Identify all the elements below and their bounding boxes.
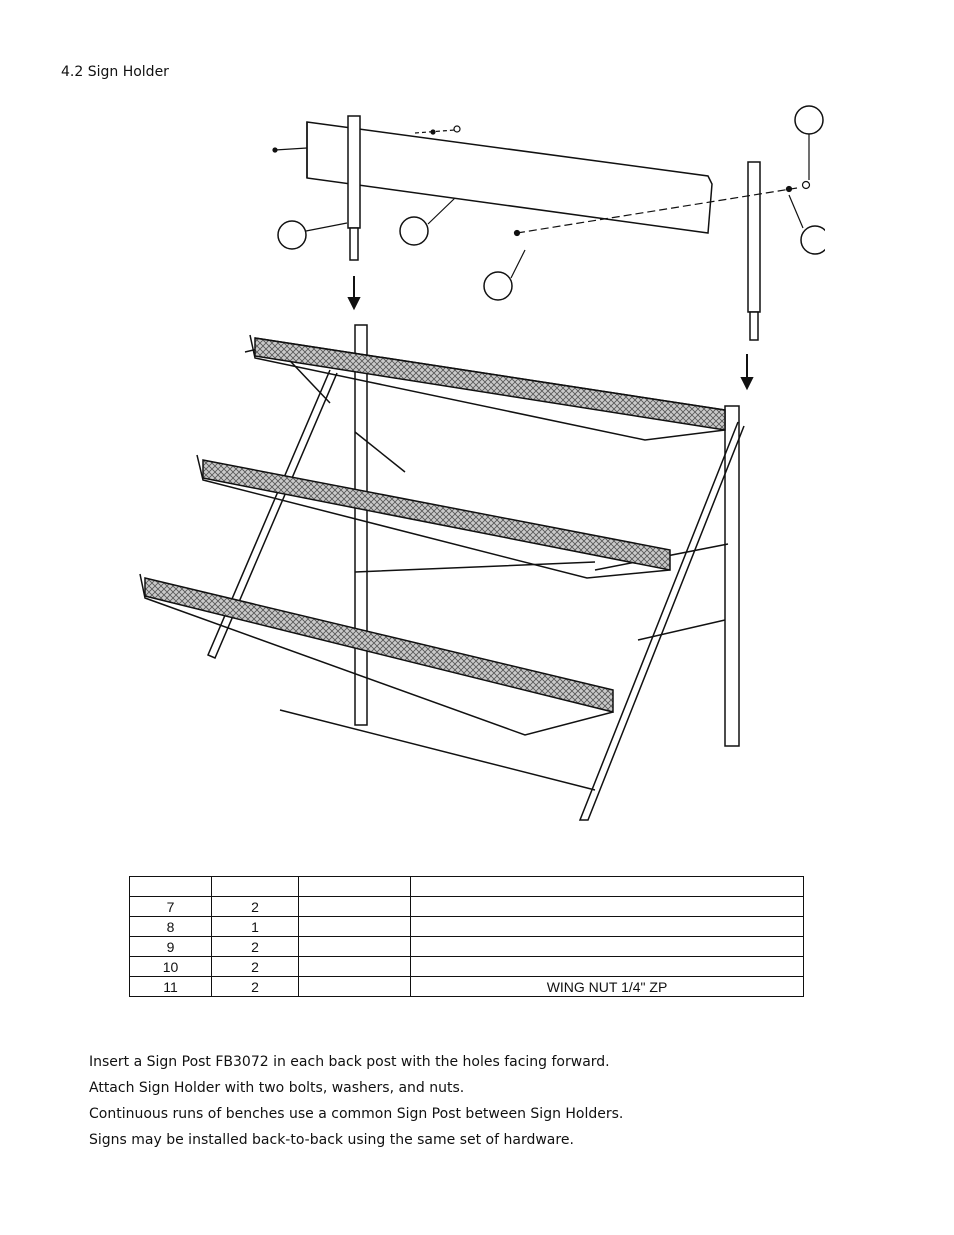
table-row: [130, 977, 804, 997]
item-cell: 7: [130, 897, 212, 917]
parts-table: [129, 876, 804, 997]
instruction-line: Continuous runs of benches use a common Sign Post between Sign Holders.: [89, 1106, 624, 1122]
description-cell: WING NUT 1/4" ZP: [411, 977, 804, 997]
instructions: [89, 1054, 623, 1158]
header-cell: [130, 877, 212, 897]
header-cell: [212, 877, 299, 897]
part-cell: [299, 937, 411, 957]
table-row: [130, 957, 804, 977]
instruction-line: Signs may be installed back-to-back using the same set of hardware.: [89, 1132, 574, 1148]
parts-table-header: [130, 877, 804, 897]
sign-board: [307, 122, 712, 233]
qty-cell: 2: [212, 977, 299, 997]
part-cell: [299, 977, 411, 997]
table-row: [130, 897, 804, 917]
item-cell: 9: [130, 937, 212, 957]
shelf-bottom: [140, 574, 613, 735]
sign-post-left: [348, 116, 360, 260]
section-title: 4.2 Sign Holder: [61, 64, 169, 80]
qty-cell: 2: [212, 957, 299, 977]
table-row: [130, 937, 804, 957]
table-row: [130, 917, 804, 937]
item-cell: 11: [130, 977, 212, 997]
part-cell: [299, 897, 411, 917]
description-cell: [411, 937, 804, 957]
description-cell: [411, 917, 804, 937]
qty-cell: 2: [212, 897, 299, 917]
instruction-line: Insert a Sign Post FB3072 in each back post with the holes facing forward.: [89, 1054, 610, 1070]
header-cell: [411, 877, 804, 897]
bench-frame: [208, 325, 744, 820]
sign-post-right: [748, 162, 760, 340]
part-cell: [299, 917, 411, 937]
description-cell: [411, 897, 804, 917]
qty-cell: 1: [212, 917, 299, 937]
qty-cell: 2: [212, 937, 299, 957]
header-cell: [299, 877, 411, 897]
assembly-diagram: [125, 100, 825, 830]
description-cell: [411, 957, 804, 977]
item-cell: 8: [130, 917, 212, 937]
shelf-top: [250, 335, 725, 440]
item-cell: 10: [130, 957, 212, 977]
instruction-line: Attach Sign Holder with two bolts, washers, and nuts.: [89, 1080, 465, 1096]
part-cell: [299, 957, 411, 977]
